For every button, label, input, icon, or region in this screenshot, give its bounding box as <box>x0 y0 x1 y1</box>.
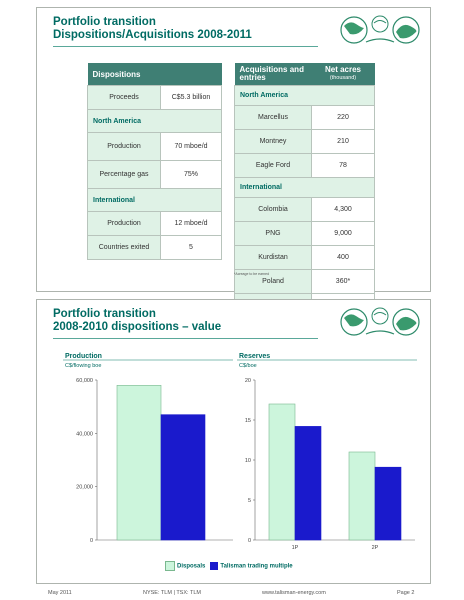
acq-na-section-label: North America <box>235 86 375 106</box>
intl-section-label: International <box>88 189 222 212</box>
y-tick-label: 0 <box>89 538 93 544</box>
x-tick-label: 2P <box>371 545 379 551</box>
acquisitions-header: Acquisitions and entries <box>235 63 312 86</box>
y-tick-label: 60,000 <box>76 378 93 384</box>
footer-page: Page 2 <box>397 590 415 596</box>
acq-value: 360* <box>312 270 375 294</box>
chart-title: Production <box>65 353 102 360</box>
x-tick-label: 1P <box>291 545 299 551</box>
na-production-label: Production <box>88 133 161 161</box>
acq-name: Montney <box>235 130 312 154</box>
disposals-swatch <box>165 561 175 571</box>
acq-name: Colombia <box>235 198 312 222</box>
slide-title-line1: Portfolio transition <box>53 308 156 320</box>
bar-multiple <box>295 426 321 540</box>
intl-production-label: Production <box>88 212 161 236</box>
reserves-chart <box>237 350 417 570</box>
acq-value: 9,000 <box>312 222 375 246</box>
na-section-label: North America <box>88 110 222 133</box>
slide-title-line2: 2008-2010 dispositions – value <box>53 321 222 333</box>
multiple-swatch <box>210 562 218 570</box>
acq-na-rows <box>235 106 375 178</box>
acq-value: 78 <box>312 154 375 178</box>
acq-name: Eagle Ford <box>235 154 312 178</box>
acq-value: 4,300 <box>312 198 375 222</box>
acq-name: Marcellus <box>235 106 312 130</box>
proceeds-value: C$5.3 billion <box>161 86 222 110</box>
bar-disposals <box>117 385 161 540</box>
chart-legend <box>165 561 293 571</box>
slide-dispositions-acquisitions <box>36 7 431 292</box>
footer-exchange: NYSE: TLM | TSX: TLM <box>143 590 201 596</box>
y-tick-label: 10 <box>244 458 251 464</box>
table-row <box>235 154 375 178</box>
bar-disposals <box>269 404 295 540</box>
footer-date: May 2011 <box>48 590 72 596</box>
y-tick-label: 15 <box>244 418 251 424</box>
chart-ylabel: C$/boe <box>239 363 257 369</box>
acq-value: 210 <box>312 130 375 154</box>
legend-multiple: Talisman trading multiple <box>220 563 293 570</box>
y-tick-label: 20 <box>244 378 251 384</box>
slide-title <box>53 16 252 42</box>
gas-value: 75% <box>161 161 222 189</box>
acq-value: 400 <box>312 246 375 270</box>
intl-production-value: 12 mboe/d <box>161 212 222 236</box>
bar-multiple <box>375 467 401 540</box>
bar-disposals <box>349 452 375 540</box>
slide-title-line2: Dispositions/Acquisitions 2008-2011 <box>53 29 252 41</box>
table-row <box>235 246 375 270</box>
footer-url: www.talisman-energy.com <box>262 590 326 596</box>
title-rule <box>53 338 318 339</box>
acq-value: 220 <box>312 106 375 130</box>
y-tick-label: 5 <box>247 498 251 504</box>
chart-title: Reserves <box>239 353 271 360</box>
title-rule <box>53 46 318 47</box>
slide-title <box>53 308 221 334</box>
y-tick-label: 40,000 <box>76 431 93 438</box>
countries-label: Countries exited <box>88 236 161 260</box>
table-row <box>235 198 375 222</box>
acq-intl-section-label: International <box>235 178 375 198</box>
globe-logo-icon <box>336 12 424 48</box>
net-acres-title: Net acres <box>324 65 362 74</box>
acquisitions-table <box>234 63 375 318</box>
y-tick-label: 0 <box>247 538 251 544</box>
acq-name: Kurdistan <box>235 246 312 270</box>
acq-name: PNG <box>235 222 312 246</box>
dispositions-header: Dispositions <box>88 63 222 86</box>
table-row <box>235 130 375 154</box>
na-production-value: 70 mboe/d <box>161 133 222 161</box>
legend-disposals: Disposals <box>177 563 206 570</box>
footnote: *Acreage to be earned <box>234 272 270 276</box>
y-tick-label: 20,000 <box>76 484 93 491</box>
globe-logo-icon <box>336 304 424 340</box>
table-row <box>235 222 375 246</box>
production-chart <box>63 350 259 570</box>
net-acres-header <box>312 63 375 86</box>
slide-dispositions-value <box>36 299 431 584</box>
table-row <box>235 106 375 130</box>
chart-ylabel: C$/flowing boe <box>65 363 102 369</box>
countries-value: 5 <box>161 236 222 260</box>
gas-label: Percentage gas <box>88 161 161 189</box>
bar-multiple <box>161 415 205 540</box>
slide-title-line1: Portfolio transition <box>53 16 156 28</box>
dispositions-table <box>87 63 222 260</box>
acq-name: Poland <box>235 270 312 294</box>
proceeds-label: Proceeds <box>88 86 161 110</box>
net-acres-unit: (thousand) <box>329 75 357 81</box>
